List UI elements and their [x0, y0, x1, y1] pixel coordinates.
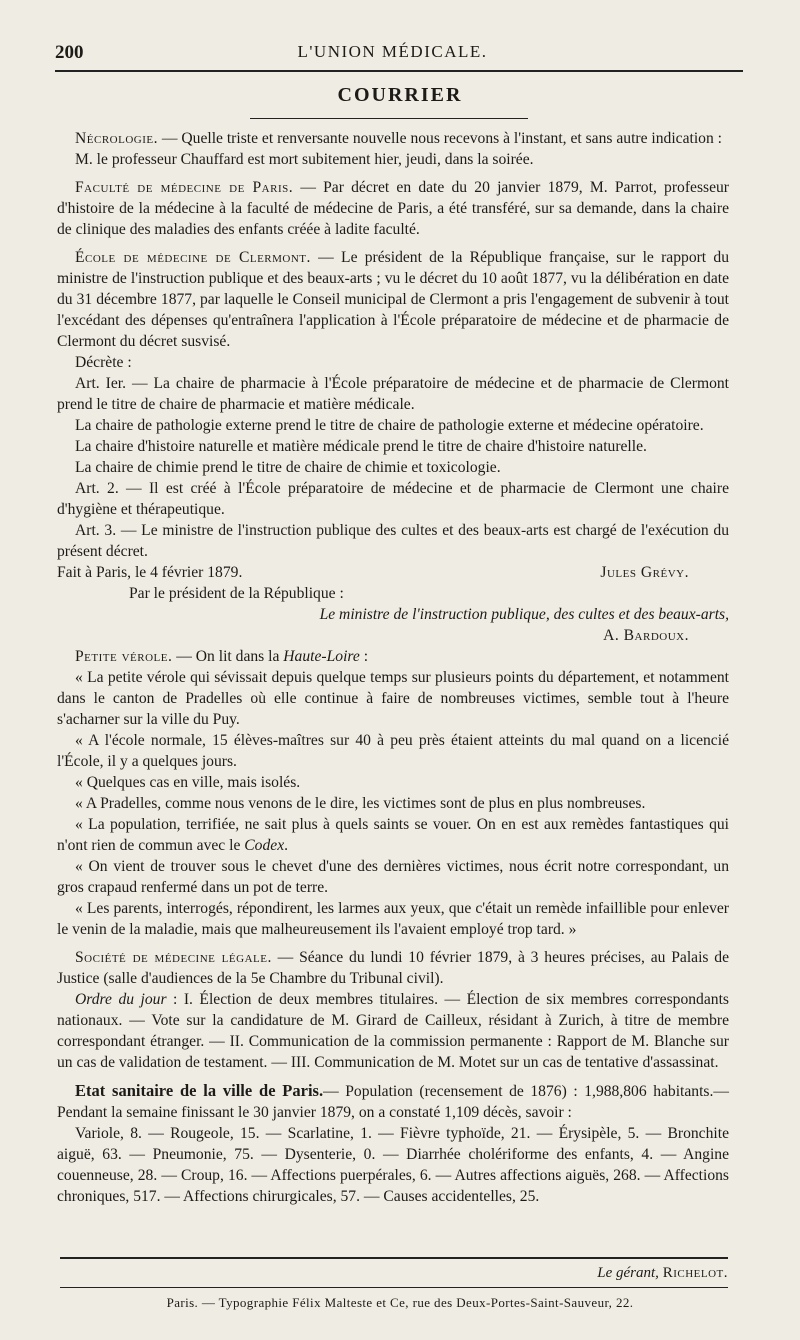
signature-grevy: Jules Grévy. — [600, 564, 689, 581]
etat-paragraph: Etat sanitaire de la ville de Paris.— Population (recensement de 1876) : 1,988,806 habitants.—Pendant la semaine finissant le 30 janvier 1879, on a constaté 1,109 décès, savoir : — [57, 1081, 729, 1121]
pathologie-line: La chaire de pathologie externe prend le titre de chaire de pathologie externe et médecine opératoire. — [75, 417, 704, 434]
histoire-line: La chaire d'histoire naturelle et matière médicale prend le titre de chaire d'histoire naturelle. — [75, 438, 647, 455]
verole-quote-4: « A Pradelles, comme nous venons de le dire, les victimes sont de plus en plus nombreuses. — [75, 795, 646, 812]
bardoux-line: A. Bardoux. — [603, 627, 689, 644]
verole-paragraph: Petite vérole. — On lit dans la Haute-Loire : — [75, 648, 369, 665]
section-title: COURRIER — [337, 84, 463, 106]
verole-quote-6: « On vient de trouver sous le chevet d'une des dernières victimes, nous écrit notre correspondant, un gros crapaud renfermé dans un pot de terre. — [57, 858, 729, 896]
etat-list: Variole, 8. — Rougeole, 15. — Scarlatine, 1. — Fièvre typhoïde, 21. — Érysipèle, 5. — Bronchite aiguë, 63. — Pneumonie, 75. — Dysenterie, 0. — Diarrhée cholériforme des enfants, 4. — Angine couenneuse, 28. — Croup, 16. — Affections puerpérales, 6. — Autres affections aiguës, 268. — Affections chroniques, 517. — Affections chirurgicales, 57. — Causes accidentelles, 25. — [57, 1125, 729, 1205]
footer-rule-top — [60, 1257, 728, 1259]
article-3: Art. 3. — Le ministre de l'instruction publique des cultes et des beaux-arts est chargé de l'exécution du présent décret. — [57, 522, 729, 560]
necrologie-line: M. le professeur Chauffard est mort subitement hier, jeudi, dans la soirée. — [75, 151, 534, 168]
article-2: Art. 2. — Il est créé à l'École préparatoire de médecine et de pharmacie de Clermont une chaire d'hygiène et thérapeutique. — [57, 480, 729, 518]
verole-heading: Petite vérole. — [75, 648, 173, 665]
faculte-paragraph: Faculté de médecine de Paris. — Par décret en date du 20 janvier 1879, M. Parrot, professeur d'histoire de la médecine à la faculté de médecine de Paris, a été transféré, sur sa demande, dans la chaire de clinique des maladies des enfants créée à ladite faculté. — [57, 179, 729, 238]
necrologie-paragraph: Nécrologie. — Quelle triste et renversante nouvelle nous recevons à l'instant, et sans autre indication : — [75, 130, 723, 147]
ecole-paragraph: École de médecine de Clermont. — Le président de la République française, sur le rapport du ministre de l'instruction publique et des beaux-arts ; vu le décret du 10 août 1877, vu la délibération en date du 31 décembre 1877, par laquelle le Conseil municipal de Clermont a pris l'engagement de subvenir à tout l'excédant des dépenses qu'entraînera l'application à l'École préparatoire de médecine et de pharmacie de Clermont du décret susvisé. — [57, 249, 729, 350]
page-number: 200 — [55, 42, 84, 63]
page-header — [55, 40, 730, 68]
verole-quote-7: « Les parents, interrogés, répondirent, les larmes aux yeux, que c'était un remède infaillible pour enlever le venin de la maladie, mais que malheureusement ils l'avaient employé trop tard. » — [57, 900, 729, 938]
fait-date: Fait à Paris, le 4 février 1879. — [57, 564, 243, 581]
par-line: Par le président de la République : — [129, 585, 344, 602]
ordre-du-jour: Ordre du jour : I. Élection de deux membres titulaires. — Élection de six membres correspondants nationaux. — Vote sur la candidature de M. Girard de Cailleux, résidant à Zurich, à titre de membre correspondant étranger. — II. Communication de la commission permanente : Rapport de M. Blanche sur un cas de validation de testament. — III. Communication de M. Motet sur un cas de tentative d'assassinat. — [57, 991, 729, 1071]
verole-quote-3: « Quelques cas en ville, mais isolés. — [75, 774, 301, 791]
faculte-heading: Faculté de médecine de Paris. — [75, 179, 294, 196]
decrete-line: Décrète : — [75, 354, 132, 371]
ministre-line: Le ministre de l'instruction publique, des cultes et des beaux-arts, — [319, 606, 729, 623]
section-rule — [250, 118, 528, 119]
verole-quote-5: « La population, terrifiée, ne sait plus à quels saints se vouer. On en est aux remèdes fantastiques qui n'ont rien de commun avec le Codex. — [57, 816, 729, 854]
fait-line — [57, 562, 729, 583]
verole-quote-1: « La petite vérole qui sévissait depuis quelque temps sur plusieurs points du département, et notamment dans le canton de Pradelles où elle continue à faire de nombreuses victimes, semble tout à l'heure s'acharner sur la ville du Puy. — [57, 669, 729, 728]
necrologie-heading: Nécrologie. — [75, 130, 158, 147]
article-body — [57, 128, 729, 1207]
gerant-line: Le gérant, Richelot. — [597, 1265, 728, 1281]
societe-paragraph: Société de médecine légale. — Séance du lundi 10 février 1879, à 3 heures précises, au Palais de Justice (salle d'audiences de la 5e Chambre du Tribunal civil). — [57, 949, 729, 987]
societe-heading: Société de médecine légale. — [75, 949, 272, 966]
footer-rule-bottom — [60, 1287, 728, 1288]
verole-quote-2: « A l'école normale, 15 élèves-maîtres sur 40 à peu près étaient atteints du mal quand on a licencié l'École, il y a quelques jours. — [57, 732, 729, 770]
etat-heading: Etat sanitaire de la ville de Paris. — [75, 1081, 324, 1100]
article-1: Art. Ier. — La chaire de pharmacie à l'École préparatoire de médecine et de pharmacie de Clermont prend le titre de chaire de pharmacie et matière médicale. — [57, 375, 729, 413]
printer-imprint: Paris. — Typographie Félix Malteste et Ce, rue des Deux-Portes-Saint-Sauveur, 22. — [166, 1295, 634, 1310]
ecole-heading: École de médecine de Clermont. — [75, 249, 311, 266]
chimie-line: La chaire de chimie prend le titre de chaire de chimie et toxicologie. — [75, 459, 501, 476]
journal-title: L'UNION MÉDICALE. — [297, 42, 488, 61]
header-rule — [55, 70, 743, 72]
